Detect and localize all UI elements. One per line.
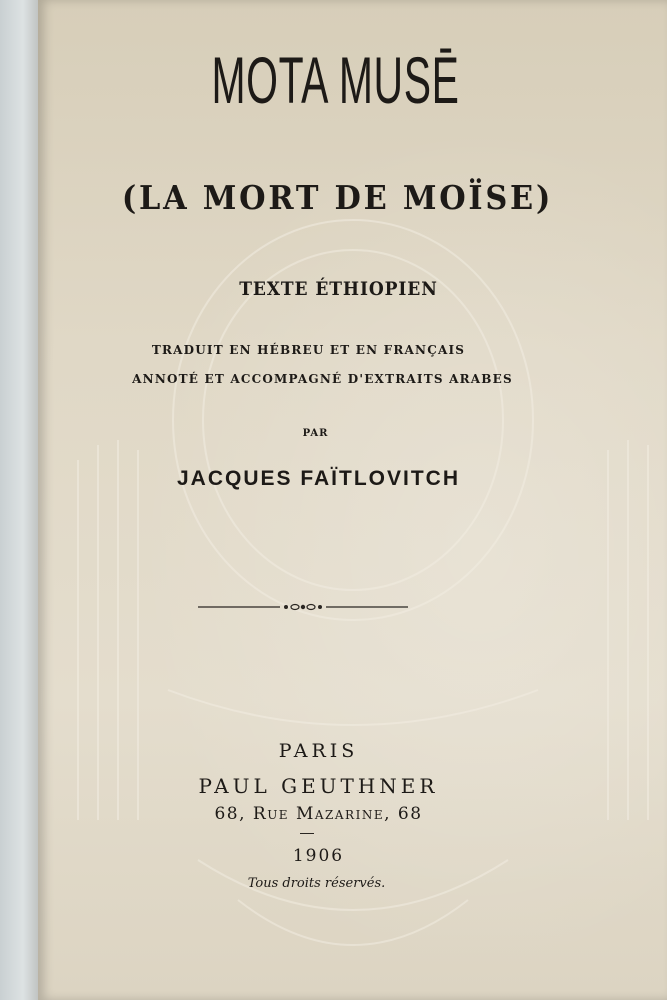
ornamental-rule — [198, 600, 408, 614]
publication-year: 1906 — [292, 846, 345, 866]
annotation-line: ANNOTÉ ET ACCOMPAGNÉ D'EXTRAITS ARABES — [132, 372, 513, 386]
book-subtitle: (LA MORT DE MOÏSE) — [121, 178, 554, 217]
publication-city: PARIS — [278, 740, 359, 762]
author-name: JACQUES FAÏTLOVITCH — [176, 467, 461, 490]
text-type: TEXTE ÉTHIOPIEN — [239, 278, 438, 300]
rights-notice: Tous droits réservés. — [247, 876, 386, 891]
title-page — [38, 0, 667, 1000]
small-divider — [300, 833, 314, 834]
book-title: MOTA MUSĒ — [211, 43, 460, 117]
by-label: PAR — [302, 428, 329, 439]
publisher-name: PAUL GEUTHNER — [198, 774, 439, 798]
translation-line: TRADUIT EN HÉBREU ET EN FRANÇAIS — [151, 343, 466, 357]
publisher-address: 68, Rue Mazarine, 68 — [214, 804, 423, 824]
